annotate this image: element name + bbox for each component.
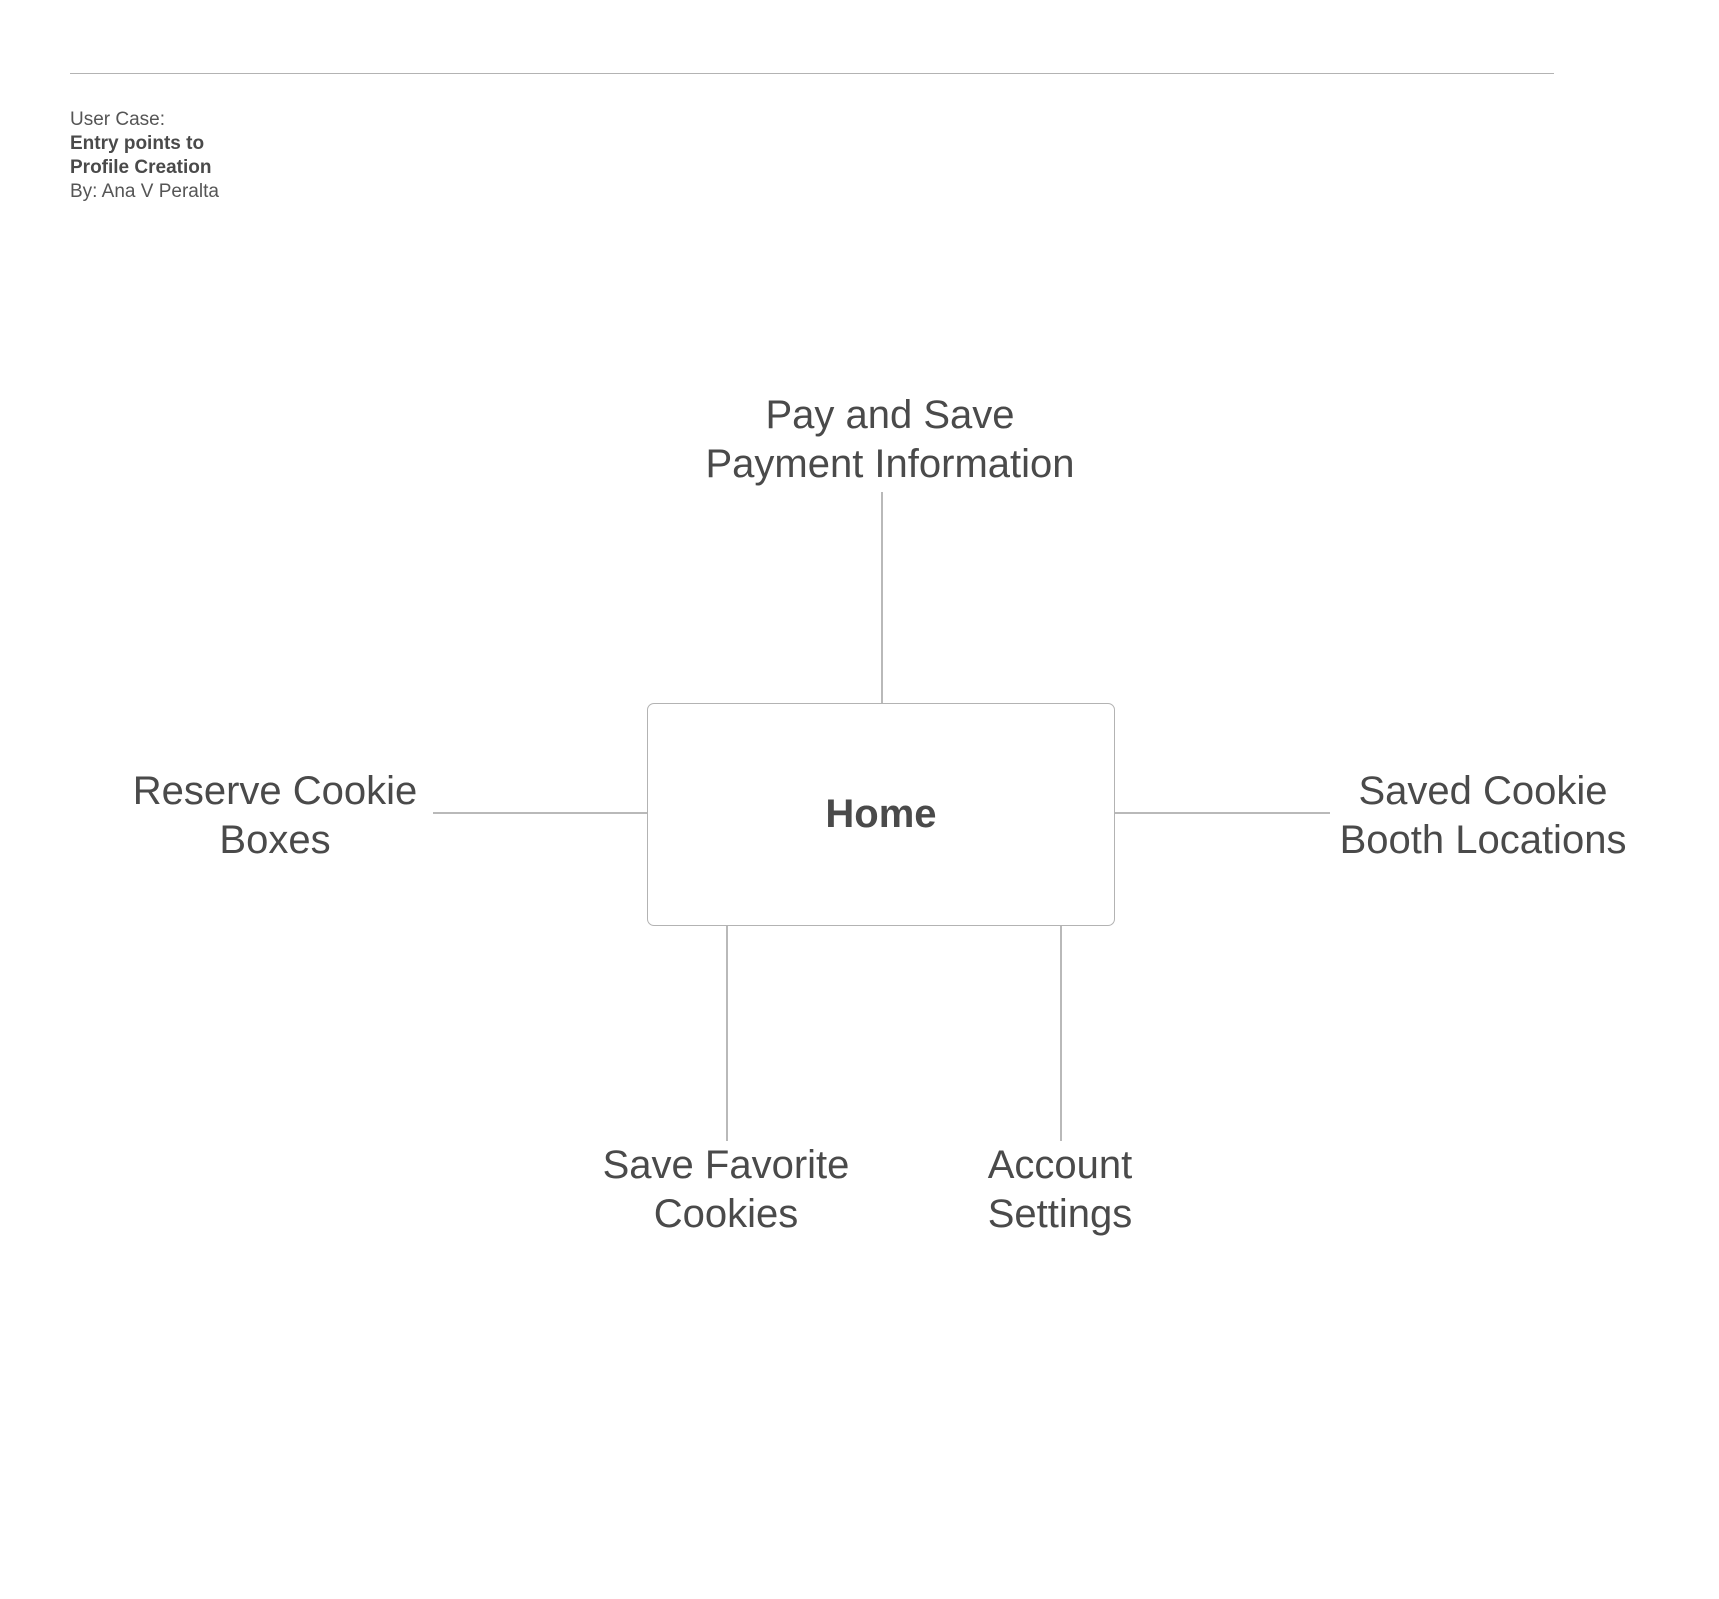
node-save-favorite-cookies-line-1: Save Favorite [602,1143,850,1187]
connector-bottom-right [1060,925,1062,1141]
node-account-settings [930,1141,1190,1239]
node-reserve-cookie-boxes-line-1: Reserve Cookie [132,769,418,813]
node-pay-and-save [690,391,1090,489]
node-save-favorite-cookies [576,1141,876,1239]
home-node-label: Home [825,792,937,836]
node-reserve-cookie-boxes-line-2: Boxes [219,818,331,862]
connector-right [1114,812,1330,814]
node-save-favorite-cookies-line-2: Cookies [653,1192,799,1236]
node-saved-cookie-booth-locations-line-2: Booth Locations [1339,818,1627,862]
node-saved-cookie-booth-locations [1328,767,1638,865]
node-pay-and-save-line-2: Payment Information [705,442,1075,486]
header-title-line-1: Entry points to [70,133,205,154]
node-saved-cookie-booth-locations-line-1: Saved Cookie [1358,769,1608,813]
connector-bottom-left [726,925,728,1141]
node-account-settings-line-1: Account [987,1143,1133,1187]
connector-left [433,812,648,814]
node-reserve-cookie-boxes [115,767,435,865]
connector-top [881,492,883,705]
node-pay-and-save-line-1: Pay and Save [765,393,1015,437]
header-label: User Case: [70,109,166,130]
header-author: By: Ana V Peralta [70,181,219,202]
header-title-line-2: Profile Creation [70,157,212,178]
node-account-settings-line-2: Settings [987,1192,1133,1236]
document-header [70,108,219,204]
top-divider [70,73,1554,74]
home-node [647,703,1115,926]
